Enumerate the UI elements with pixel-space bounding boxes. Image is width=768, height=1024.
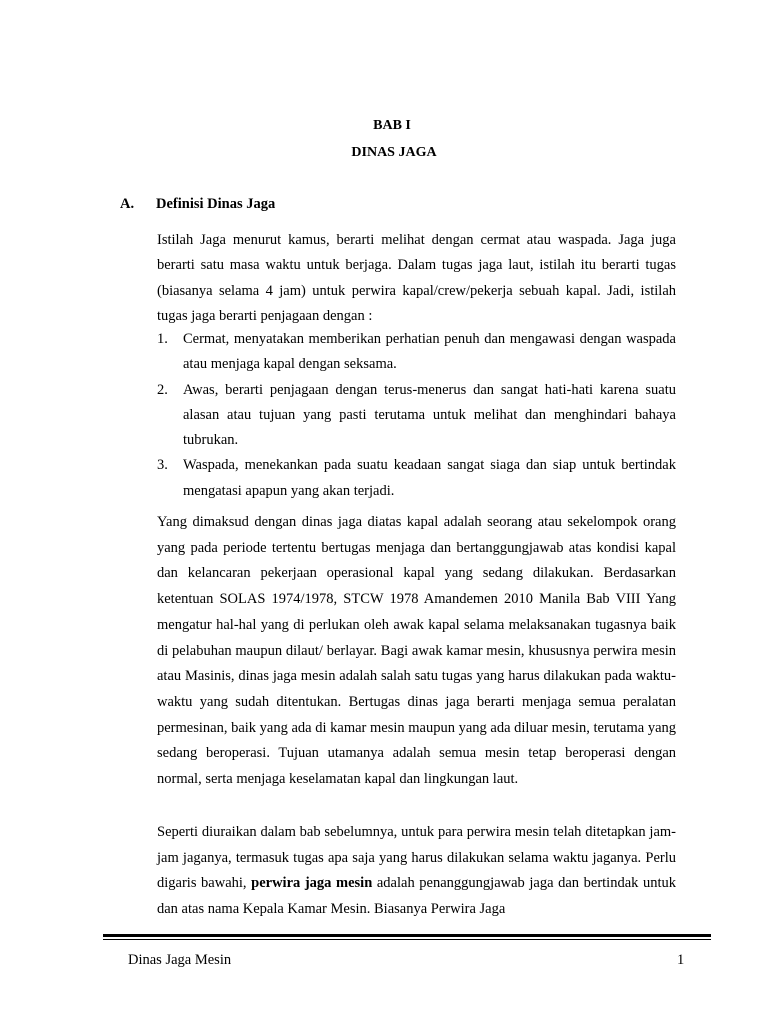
footer-title: Dinas Jaga Mesin xyxy=(128,952,232,968)
section-letter: A. xyxy=(120,196,135,212)
list-number: 3. xyxy=(157,457,168,474)
intro-paragraph: Istilah Jaga menurut kamus, berarti melihat dengan cermat atau waspada. Jaga juga berarti satu masa waktu untuk berjaga. Dalam tugas jaga laut, istilah itu berarti tugas (biasanya selama 4 jam) untuk perwira kapal/crew/pekerja sebuah kapal. Jadi, istilah tugas jaga berarti penjagaan dengan : xyxy=(157,232,676,324)
list-text: Waspada, menekankan pada suatu keadaan sangat siaga dan siap untuk bertindak mengatasi apapun yang akan terjadi. xyxy=(183,457,676,499)
list-text: Cermat, menyatakan memberikan perhatian penuh dan mengawasi dengan waspada atau menjaga kapal dengan seksama. xyxy=(183,331,676,373)
body-paragraph-2: Yang dimaksud dengan dinas jaga diatas kapal adalah seorang atau sekelompok orang yang pada periode tertentu bertugas menjaga dan bertanggungjawab atas kondisi kapal dan kelancaran pekerjaan operasional kapal yang sedang dilakukan. Berdasarkan ketentuan SOLAS 1974/1978, STCW 1978 Amandemen 2010 Manila Bab VIII Yang mengatur hal-hal yang di perlukan oleh awak kapal selama melaksanakan tugasnya baik di pelabuhan maupun dilaut/ berlayar. Bagi awak kamar mesin, khususnya perwira mesin atau Masinis, dinas jaga mesin adalah salah satu tugas yang harus dilakukan pada waktu-waktu yang sudah ditentukan. Bertugas dinas jaga berarti menjaga semua peralatan permesinan, baik yang ada di kamar mesin maupun yang ada diluar mesin, terutama yang sedang beroperasi. Tujuan utamanya adalah semua mesin tetap beroperasi dengan normal, serta menjaga keselamatan kapal dan lingkungan laut. xyxy=(157,514,677,788)
list-text: Awas, berarti penjagaan dengan terus-menerus dan sangat hati-hati karena suatu alasan atau tujuan yang pasti terutama untuk melihat dan menghindari bahaya tubrukan. xyxy=(183,381,676,449)
list-number: 2. xyxy=(157,381,168,398)
section-heading xyxy=(120,196,275,213)
paragraph3-bold-term: perwira jaga mesin xyxy=(251,875,373,892)
page-number: 1 xyxy=(677,952,685,968)
definition-list xyxy=(157,327,676,504)
section-title: Definisi Dinas Jaga xyxy=(156,196,276,212)
chapter-label: BAB I xyxy=(373,118,411,133)
paragraph3-text-start: Seperti diuraikan dalam bab sebelumnya, untuk para perwira mesin telah ditetapkan jam-jam jaganya, termasuk tugas apa saja yang harus dilakukan selama waktu jaganya. Perlu digaris bawahi, xyxy=(157,824,676,892)
footer-rule-thick xyxy=(103,934,711,937)
list-number: 1. xyxy=(157,331,168,347)
chapter-title: DINAS JAGA xyxy=(351,145,437,160)
body-paragraph-3 xyxy=(157,820,676,923)
list-item xyxy=(157,327,676,378)
footer-rule-thin xyxy=(103,939,711,940)
list-item xyxy=(157,378,676,454)
paragraph3-text-end: adalah penanggungjawab jaga dan bertindak untuk dan atas nama Kepala Kamar Mesin. Biasanya Perwira Jaga xyxy=(157,875,677,918)
list-item xyxy=(157,453,676,504)
